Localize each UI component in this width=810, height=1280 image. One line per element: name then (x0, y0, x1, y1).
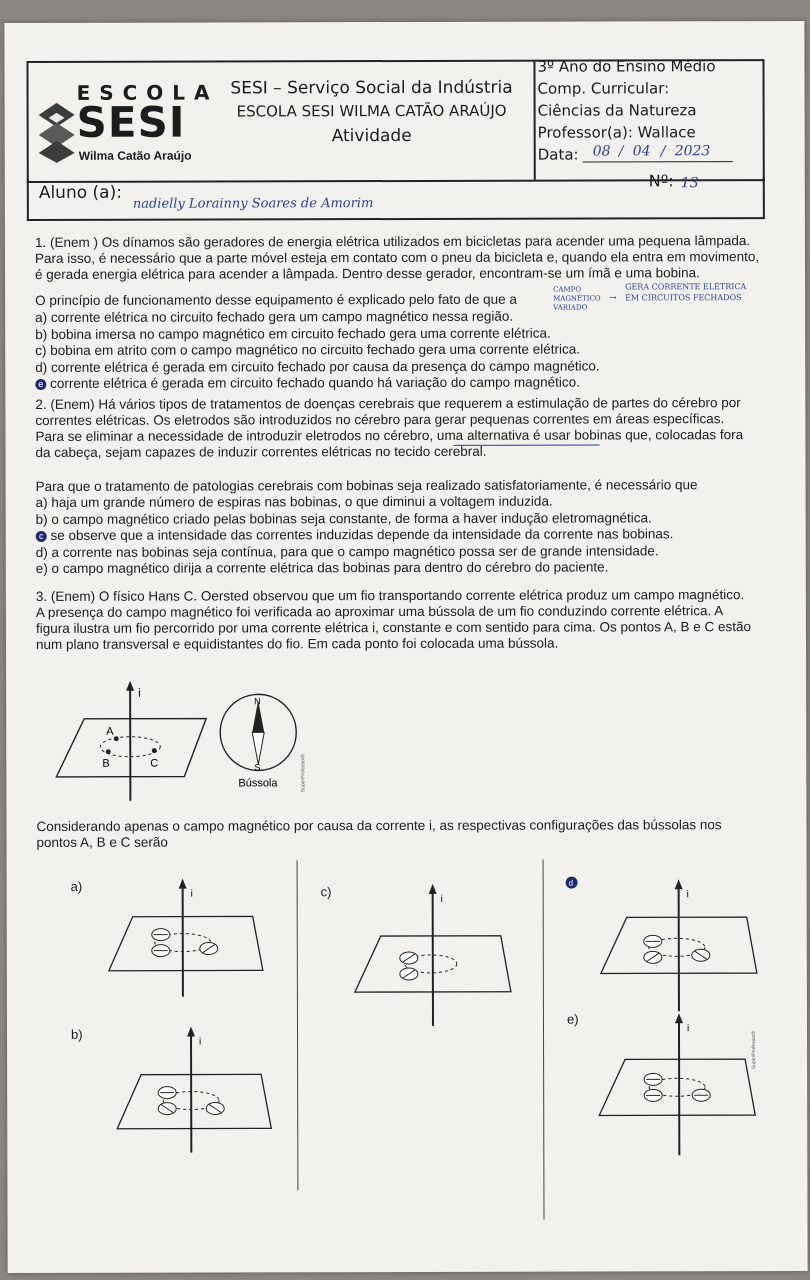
selected-answer-mark: d (568, 878, 574, 888)
logo-subtitle: Wilma Catão Araújo (78, 148, 192, 163)
q3-option-b-label[interactable]: b) (70, 1026, 83, 1042)
date-sep-1: / (618, 143, 624, 160)
header-component: Comp. Curricular: (537, 79, 670, 98)
q1-option-d[interactable]: d) corrente elétrica é gerada em circuito fechado por causa da presença do campo magnético. (35, 357, 600, 375)
current-label: i (686, 889, 689, 901)
date-year[interactable]: 2023 (674, 143, 711, 160)
q2-stem-line: da cabeça, sejam capazes de induzir correntes elétricas no tecido cerebral. (35, 443, 487, 460)
q1-stem-line: Para isso, é necessário que a parte móvel esteja em contato com o pneu da bicicleta e, quando ela entra em movimento, (34, 249, 760, 266)
header-grade: 3º Ano do Ensino Médio (537, 57, 716, 76)
q3-stem-line: 3. (Enem) O físico Hans C. Oersted observou que um fio transportando corrente elétrica produz um campo magnético. (35, 587, 745, 604)
q3-prompt-line: Considerando apenas o campo magnético por causa da corrente i, as respectivas configurações das bússolas nos (36, 817, 722, 834)
q2-prompt: Para que o tratamento de patologias cerebrais com bobinas seja realizado satisfatoriamente, é necessário que (35, 477, 698, 494)
worksheet-page (4, 21, 807, 1273)
compass-south-label: S (254, 762, 261, 773)
wire-plane-figure (46, 678, 216, 808)
q1-option-a[interactable]: a) corrente elétrica no circuito fechado gera um campo magnético nessa região. (35, 308, 514, 325)
header-area: Ciências da Natureza (537, 101, 697, 120)
q3-option-c-figure[interactable] (351, 880, 521, 1030)
q2-stem (35, 395, 775, 461)
q1-handwritten-note-right (625, 281, 746, 303)
header-org: SESI – Serviço Social da Indústria (230, 77, 513, 99)
q1-option-e[interactable] (35, 374, 599, 392)
current-label: i (138, 685, 141, 700)
watermark-text: SuperProfessor® (751, 1030, 758, 1070)
column-divider (297, 860, 299, 1190)
compass-figure (218, 690, 318, 810)
q3-option-d-mark[interactable] (565, 876, 579, 890)
q2-option-e[interactable]: e) o campo magnético dirija a corrente elétrica das bobinas para dentro do cérebro do paciente. (35, 559, 609, 576)
q1-note-arrow: → (609, 293, 617, 304)
note-line: EM CIRCUITOS FECHADOS (625, 293, 742, 303)
watermark-text: SuperProfessor® (300, 753, 307, 793)
header-school: ESCOLA SESI WILMA CATÃO ARAÚJO (236, 101, 507, 121)
compass-north-label: N (254, 696, 261, 707)
selected-answer-mark: e (35, 379, 46, 390)
point-a-label: A (106, 725, 114, 738)
q2-option-c-text: se observe que a intensidade das correntes induzidas depende da intensidade da corrente nas bobinas. (50, 526, 674, 543)
q3-option-a-label[interactable]: a) (70, 878, 83, 894)
date-sep-2: / (660, 143, 666, 160)
current-label: i (199, 1036, 202, 1048)
compass-caption: Bússola (238, 777, 278, 790)
q3-prompt (36, 817, 776, 851)
current-label: i (686, 1023, 690, 1035)
note-line: MAGNÉTICO (553, 294, 601, 303)
q2-option-b[interactable]: b) o campo magnético criado pelas bobinas seja constante, de forma a haver indução eletromagnética. (35, 509, 652, 527)
date-month[interactable]: 04 (632, 143, 651, 160)
current-label: i (440, 893, 443, 905)
q3-prompt-line: pontos A, B e C serão (36, 834, 168, 850)
student-label: Aluno (a): (38, 182, 122, 203)
point-b-label: B (102, 757, 110, 770)
date-label: Data: (537, 145, 579, 164)
number-label: Nº: (648, 171, 674, 191)
q1-option-c[interactable]: c) bobina em atrito com o campo magnético no circuito fechado gera uma corrente elétrica. (35, 341, 581, 358)
note-line: GERA CORRENTE ELÉTRICA (625, 282, 747, 292)
selected-answer-mark: c (36, 531, 47, 542)
q2-option-d[interactable]: d) a corrente nas bobinas seja contínua, para que o campo magnético possa ser de grande intensidade. (35, 542, 659, 560)
q2-option-a[interactable]: a) haja um grande número de espiras nas bobinas, o que diminui a voltagem induzida. (35, 493, 553, 510)
q3-stem-line: num plano transversal e equidistantes do fio. Em cada ponto foi colocada uma bússola. (35, 635, 559, 652)
q1-stem-line: é gerada energia elétrica para acender a lâmpada. Dentro desse gerador, encontram-se um ímã e uma bobina. (35, 265, 700, 282)
q1-option-b[interactable]: b) bobina imersa no campo magnético em circuito fechado gera uma corrente elétrica. (35, 325, 551, 342)
q1-options (35, 308, 600, 392)
q1-stem (35, 233, 775, 283)
number-value[interactable]: 13 (680, 175, 699, 192)
q1-prompt: O princípio de funcionamento desse equipamento é explicado pelo fato de que a (35, 291, 517, 308)
logo-sesi-text: SESI (76, 97, 186, 147)
q2-stem-line: correntes elétricas. Os eletrodos são introduzidos no cérebro para gerar pequenas correntes em áreas específicas. (35, 411, 725, 428)
header-activity: Atividade (331, 125, 412, 147)
q3-option-c-label[interactable]: c) (320, 884, 332, 900)
q3-stem-line: figura ilustra um fio percorrido por uma corrente elétrica i, constante e com sentido para cima. Os pontos A, B e C estão (35, 619, 752, 636)
q3-stem (36, 587, 776, 653)
point-c-label: C (150, 757, 159, 770)
sesi-logo-icon (35, 101, 79, 165)
q2-options (36, 493, 674, 577)
q2-stem-line: Para se eliminar a necessidade de introduzir eletrodos no cérebro, uma alternativa é usar bobinas que, colocadas fora (35, 427, 744, 444)
q3-option-b-figure[interactable] (111, 1022, 281, 1162)
date-day[interactable]: 08 (592, 143, 611, 160)
note-line: CAMPO (553, 285, 582, 294)
q1-stem-line: 1. (Enem ) Os dínamos são geradores de energia elétrica utilizados em bicicletas para acender uma pequena lâmpada. (34, 233, 751, 250)
q1-option-e-text: corrente elétrica é gerada em circuito fechado quando há variação do campo magnético. (50, 374, 580, 391)
q2-stem-line: 2. (Enem) Há vários tipos de tratamentos de doenças cerebrais que requerem a estimulação de partes do cérebro por (35, 395, 741, 412)
q3-option-e-figure[interactable] (595, 1009, 765, 1159)
q3-option-a-figure[interactable] (103, 874, 273, 1004)
q3-option-d-figure[interactable] (597, 875, 767, 1015)
note-line: VARIADO (553, 303, 588, 312)
q3-stem-line: A presença do campo magnético foi verificada ao aproximar uma bússola de um fio conduzindo corrente elétrica. A (35, 603, 724, 620)
q3-option-e-label[interactable]: e) (566, 1011, 579, 1027)
header-teacher: Professor(a): Wallace (537, 123, 696, 142)
column-divider (543, 860, 545, 1220)
student-name[interactable]: nadielly Lorainny Soares de Amorim (132, 196, 374, 212)
current-label: i (190, 888, 193, 900)
logo-escola-text: ESCOLA (76, 80, 219, 105)
q2-option-c[interactable] (36, 526, 674, 544)
